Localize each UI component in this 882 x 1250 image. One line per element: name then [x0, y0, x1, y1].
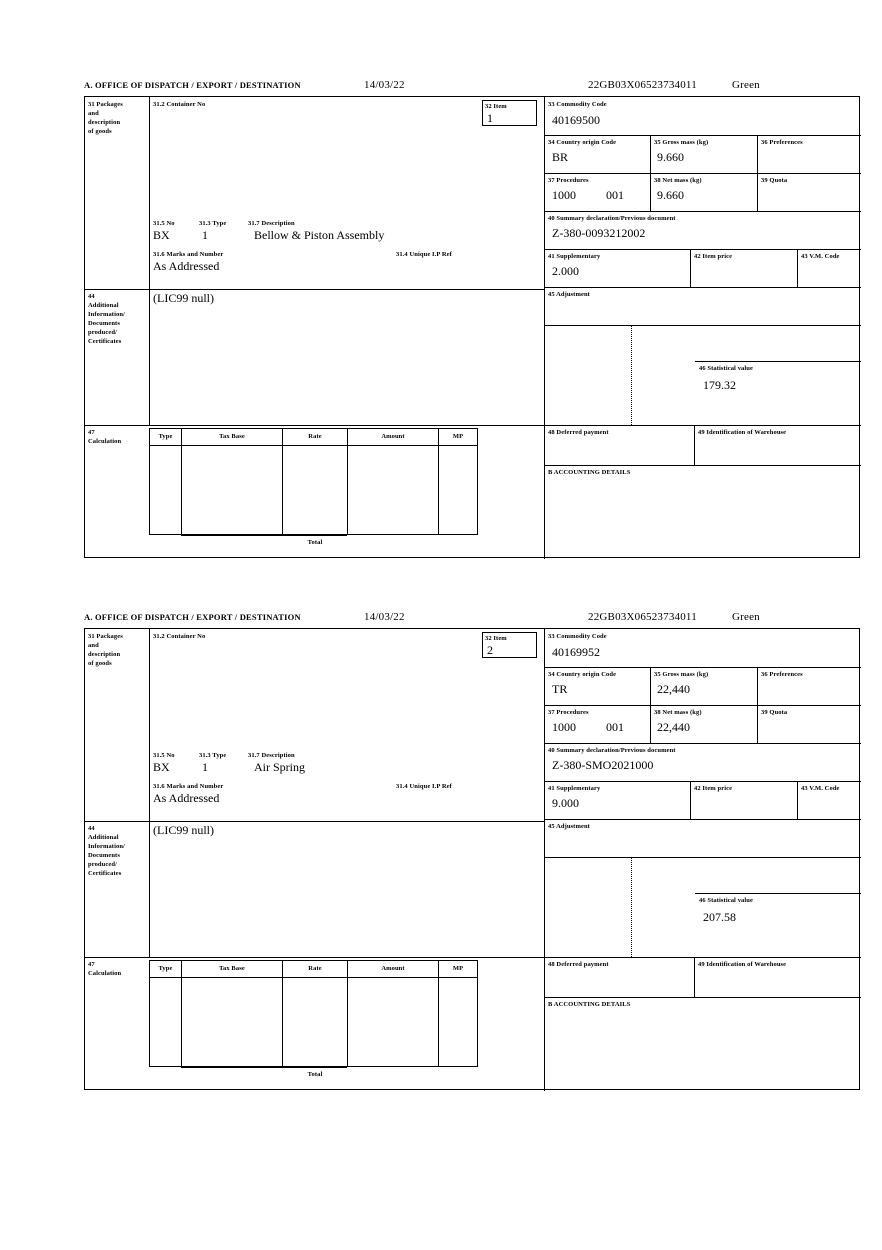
divider-34-37	[544, 173, 861, 174]
field-31-3-label: 31.3 Type	[199, 752, 227, 759]
divider-48-B	[544, 465, 861, 466]
field-31-label: 31 Packages and description of goods	[88, 101, 123, 135]
field-36-label: 36 Preferences	[761, 671, 803, 678]
field-33-value: 40169952	[552, 645, 600, 659]
field-37-label: 37 Procedures	[548, 709, 589, 716]
divider-46-top	[695, 361, 861, 362]
sad-form-item-1	[84, 80, 862, 558]
field-37-value-1: 1000	[552, 720, 576, 734]
divider-47	[85, 957, 861, 958]
field-40-value: Z-380-0093212002	[552, 226, 646, 240]
field-35-label: 35 Gross mass (kg)	[654, 671, 709, 678]
divider-34-35	[650, 667, 651, 705]
calc-header-rate: Rate	[308, 965, 322, 972]
field-39-label: 39 Quota	[761, 177, 788, 184]
field-45-label: 45 Adjustment	[548, 823, 590, 830]
calc-header-rate: Rate	[308, 433, 322, 440]
field-31-2-value	[153, 111, 533, 125]
field-44-label: 44 Additional Information/ Documents produced/ Certificates	[88, 293, 125, 345]
header-mrn: 22GB03X06523734011	[588, 611, 697, 623]
field-35-label: 35 Gross mass (kg)	[654, 139, 709, 146]
field-32-item-box	[482, 100, 537, 126]
sad-form-item-2	[84, 612, 862, 1090]
header-date: 14/03/22	[364, 79, 405, 91]
divider-46-dotted	[631, 325, 632, 425]
divider-34-37	[544, 705, 861, 706]
field-35-value: 22,440	[657, 682, 690, 696]
divider-40-41	[544, 781, 861, 782]
divider-45-46	[544, 857, 861, 858]
divider-38-39	[757, 173, 758, 211]
field-31-7-label: 31.7 Description	[248, 220, 295, 227]
divider-48-49	[694, 957, 695, 997]
field-35-value: 9.660	[657, 150, 684, 164]
calc-header-mp: MP	[452, 965, 464, 972]
field-33-value: 40169500	[552, 113, 600, 127]
field-40-label: 40 Summary declaration/Previous document	[548, 747, 676, 754]
field-31-5-value: BX	[153, 228, 170, 242]
divider-46-dotted	[631, 857, 632, 957]
divider-31-44	[85, 289, 544, 290]
divider-41-42	[690, 781, 691, 819]
field-45-label: 45 Adjustment	[548, 291, 590, 298]
divider-38-39	[757, 705, 758, 743]
divider-46-top	[695, 893, 861, 894]
field-32-item-box	[482, 632, 537, 658]
field-31-3-value: 1	[202, 760, 208, 774]
calc-total-divider	[181, 1067, 347, 1068]
divider-37-38	[650, 173, 651, 211]
divider-37-38	[650, 705, 651, 743]
header-lane: Green	[732, 611, 760, 623]
field-32-value: 1	[487, 111, 493, 125]
field-32-value: 2	[487, 643, 493, 657]
calc-header-divider	[149, 445, 478, 446]
divider-33-bottom	[544, 667, 861, 668]
header-lane: Green	[732, 79, 760, 91]
divider-48-49	[694, 425, 695, 465]
field-34-label: 34 Country origin Code	[548, 139, 617, 146]
divider-42-43	[797, 781, 798, 819]
calculation-table	[149, 428, 478, 556]
calc-header-amount: Amount	[381, 433, 405, 440]
calc-header-taxbase: Tax Base	[219, 965, 245, 972]
field-41-label: 41 Supplementary	[548, 785, 601, 792]
divider-right-col	[544, 629, 545, 1091]
field-41-value: 2.000	[552, 264, 579, 278]
form-box	[84, 628, 860, 1090]
field-33-label: 33 Commodity Code	[548, 633, 607, 640]
form-box	[84, 96, 860, 558]
divider-47	[85, 425, 861, 426]
field-39-label: 39 Quota	[761, 709, 788, 716]
field-32-label: 32 Item	[485, 103, 507, 110]
field-31-7-value: Air Spring	[254, 760, 305, 774]
field-37-value-2: 001	[606, 188, 624, 202]
field-42-label: 42 Item price	[694, 785, 733, 792]
field-49-label: 49 Identification of Warehouse	[698, 429, 787, 436]
field-34-label: 34 Country origin Code	[548, 671, 617, 678]
calc-total-divider	[181, 535, 347, 536]
field-42-label: 42 Item price	[694, 253, 733, 260]
field-32-label: 32 Item	[485, 635, 507, 642]
form-header	[84, 80, 862, 96]
field-31-2-label: 31.2 Container No	[153, 633, 206, 640]
field-37-value-2: 001	[606, 720, 624, 734]
field-48-label: 48 Deferred payment	[548, 961, 609, 968]
field-36-label: 36 Preferences	[761, 139, 803, 146]
field-46-value: 207.58	[703, 910, 736, 924]
field-49-label: 49 Identification of Warehouse	[698, 961, 787, 968]
calc-header-mp: MP	[452, 433, 464, 440]
field-48-label: 48 Deferred payment	[548, 429, 609, 436]
calc-total-label: Total	[307, 539, 323, 546]
divider-35-36	[757, 667, 758, 705]
field-B-label: B ACCOUNTING DETAILS	[548, 1001, 631, 1008]
field-37-value-1: 1000	[552, 188, 576, 202]
field-43-label: 43 V.M. Code	[801, 785, 840, 792]
divider-45-46	[544, 325, 861, 326]
field-31-5-label: 31.5 No	[153, 220, 175, 227]
field-31-6-value: As Addressed	[153, 791, 220, 805]
calc-header-type: Type	[158, 433, 173, 440]
field-46-value: 179.32	[703, 378, 736, 392]
field-41-value: 9.000	[552, 796, 579, 810]
calc-header-type: Type	[158, 965, 173, 972]
field-44-value: (LIC99 null)	[153, 291, 214, 305]
field-31-4-label: 31.4 Unique I.P Ref	[396, 251, 452, 258]
divider-33-bottom	[544, 135, 861, 136]
field-31-6-label: 31.6 Marks and Number	[153, 783, 224, 790]
office-label: A. OFFICE OF DISPATCH / EXPORT / DESTINATION	[84, 612, 301, 622]
field-43-label: 43 V.M. Code	[801, 253, 840, 260]
calc-header-taxbase: Tax Base	[219, 433, 245, 440]
divider-left-col	[149, 629, 150, 957]
field-31-3-label: 31.3 Type	[199, 220, 227, 227]
field-38-label: 38 Net mass (kg)	[654, 177, 702, 184]
field-41-label: 41 Supplementary	[548, 253, 601, 260]
divider-40-41	[544, 249, 861, 250]
field-47-label: 47 Calculation	[88, 961, 122, 977]
office-label: A. OFFICE OF DISPATCH / EXPORT / DESTINATION	[84, 80, 301, 90]
field-34-value: BR	[552, 150, 569, 164]
field-34-value: TR	[552, 682, 568, 696]
field-31-6-value: As Addressed	[153, 259, 220, 273]
divider-41-45	[544, 819, 861, 820]
calc-header-divider	[149, 977, 478, 978]
header-date: 14/03/22	[364, 611, 405, 623]
calc-header-amount: Amount	[381, 965, 405, 972]
field-31-3-value: 1	[202, 228, 208, 242]
field-38-value: 9.660	[657, 188, 684, 202]
field-46-label: 46 Statistical value	[699, 365, 753, 372]
divider-37-40	[544, 211, 861, 212]
calculation-table	[149, 960, 478, 1088]
divider-42-43	[797, 249, 798, 287]
field-38-value: 22,440	[657, 720, 690, 734]
field-46-label: 46 Statistical value	[699, 897, 753, 904]
field-31-2-label: 31.2 Container No	[153, 101, 206, 108]
field-31-5-label: 31.5 No	[153, 752, 175, 759]
field-33-label: 33 Commodity Code	[548, 101, 607, 108]
divider-right-col	[544, 97, 545, 559]
divider-35-36	[757, 135, 758, 173]
divider-left-col	[149, 97, 150, 425]
field-44-label: 44 Additional Information/ Documents produced/ Certificates	[88, 825, 125, 877]
form-header	[84, 612, 862, 628]
field-31-2-value	[153, 643, 533, 657]
field-31-4-label: 31.4 Unique I.P Ref	[396, 783, 452, 790]
divider-31-44	[85, 821, 544, 822]
field-44-value: (LIC99 null)	[153, 823, 214, 837]
divider-34-35	[650, 135, 651, 173]
field-31-label: 31 Packages and description of goods	[88, 633, 123, 667]
field-38-label: 38 Net mass (kg)	[654, 709, 702, 716]
divider-41-45	[544, 287, 861, 288]
field-40-value: Z-380-SMO2021000	[552, 758, 654, 772]
divider-37-40	[544, 743, 861, 744]
divider-48-B	[544, 997, 861, 998]
divider-41-42	[690, 249, 691, 287]
field-31-6-label: 31.6 Marks and Number	[153, 251, 224, 258]
field-B-label: B ACCOUNTING DETAILS	[548, 469, 631, 476]
field-40-label: 40 Summary declaration/Previous document	[548, 215, 676, 222]
field-31-7-value: Bellow & Piston Assembly	[254, 228, 385, 242]
field-47-label: 47 Calculation	[88, 429, 122, 445]
header-mrn: 22GB03X06523734011	[588, 79, 697, 91]
calc-total-label: Total	[307, 1071, 323, 1078]
field-31-5-value: BX	[153, 760, 170, 774]
field-31-7-label: 31.7 Description	[248, 752, 295, 759]
field-37-label: 37 Procedures	[548, 177, 589, 184]
